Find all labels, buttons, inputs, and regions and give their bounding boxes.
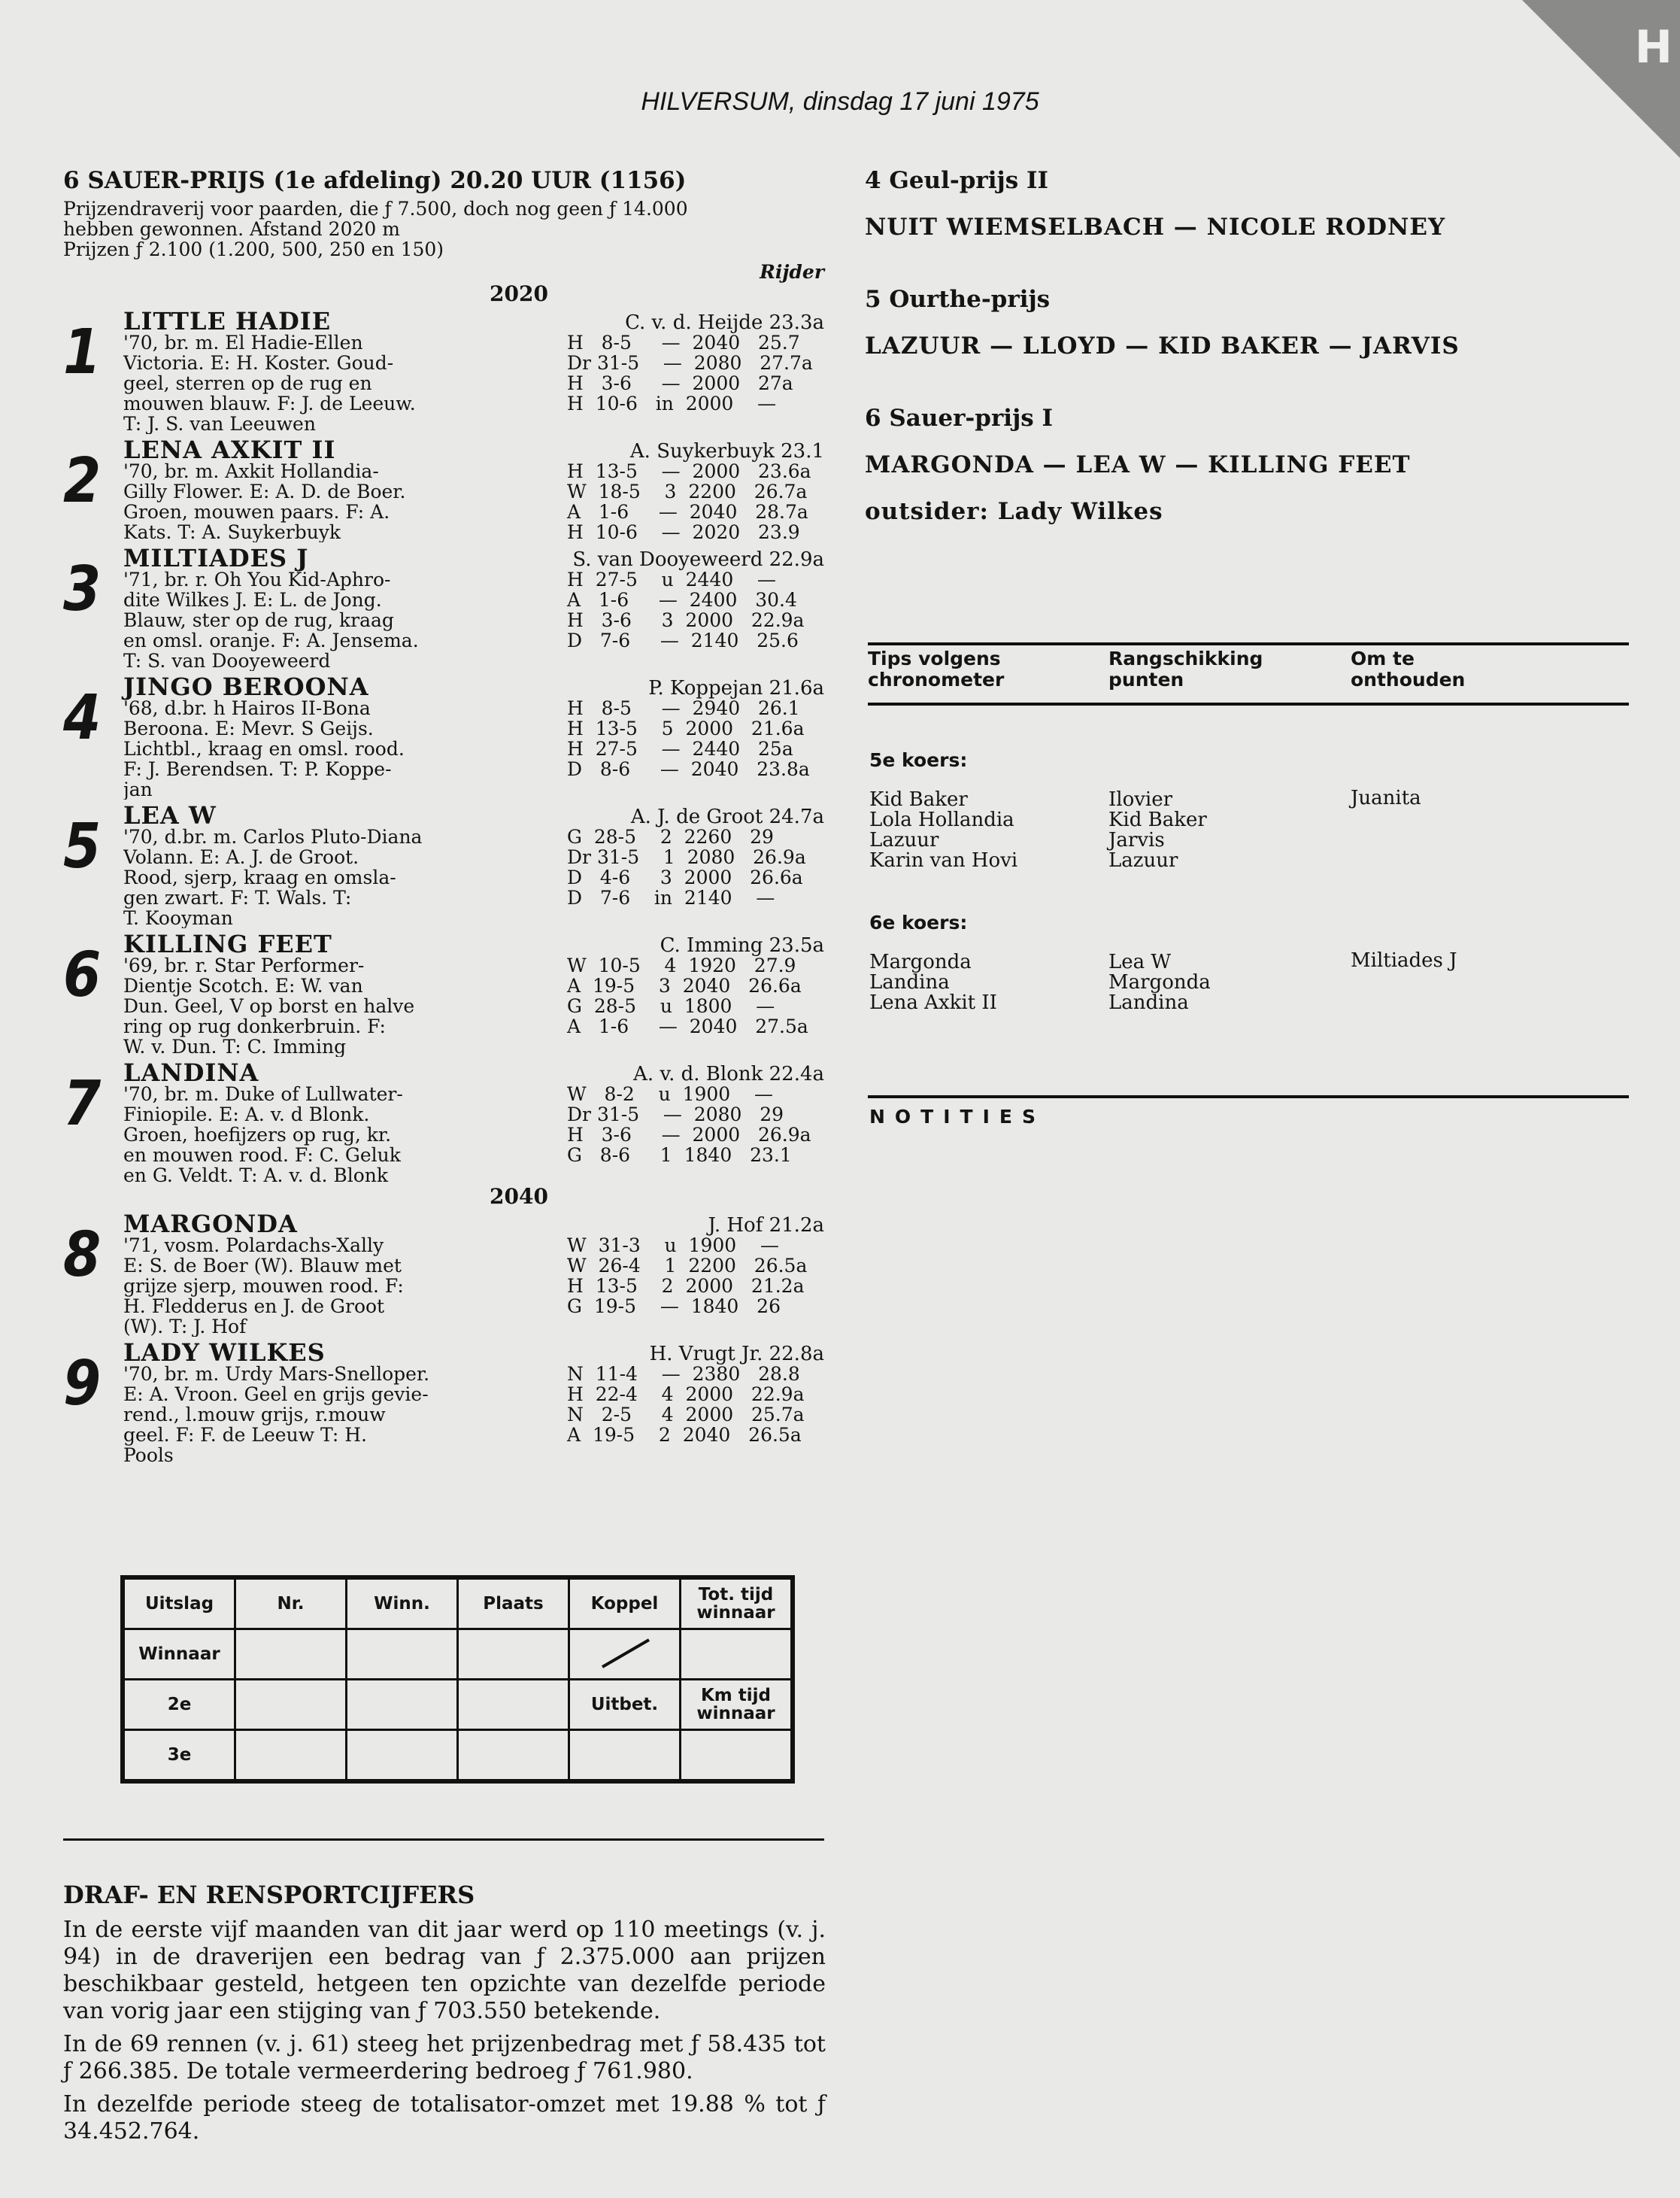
- list-item: Margonda: [1108, 971, 1211, 994]
- race-record: H 8-5 — 2040 25.7: [567, 332, 800, 354]
- condition-line: hebben gewonnen. Afstand 2020 m: [63, 218, 400, 240]
- horse-body: [123, 569, 824, 671]
- list-item: Landina: [1108, 991, 1189, 1014]
- header-cell: Plaats: [458, 1577, 569, 1629]
- race-record: H 27-5 u 2440 —: [567, 569, 777, 590]
- empty-cell: [347, 1629, 458, 1680]
- race-record: Dr 31-5 — 2080 29: [567, 1104, 784, 1125]
- horse-number: 4: [63, 682, 102, 754]
- notities-label: NOTITIES: [869, 1106, 1045, 1128]
- tip-block: [865, 286, 1629, 360]
- tip-horses: LAZUUR — LLOYD — KID BAKER — JARVIS: [865, 332, 1460, 360]
- list-item: Lazuur: [869, 829, 939, 852]
- horse-entry: [63, 307, 824, 434]
- horse-pedigree: [123, 698, 499, 800]
- race-record: G 28-5 u 1800 —: [567, 995, 775, 1017]
- horse-body: [123, 955, 824, 1057]
- horse-number: 1: [63, 317, 102, 388]
- race-record: H 13-5 5 2000 21.6a: [567, 718, 805, 739]
- pedigree-line: geel, sterren op de rug en: [123, 372, 372, 394]
- horse-name: LEA W: [123, 801, 217, 830]
- divider-line: [868, 703, 1629, 706]
- tip-title: 5 Ourthe-prijs: [865, 286, 1051, 313]
- pedigree-line: Gilly Flower. E: A. D. de Boer.: [123, 481, 406, 502]
- tip-title: 6 Sauer-prijs I: [865, 405, 1054, 432]
- horse-name: LANDINA: [123, 1058, 259, 1087]
- pedigree-line: Finiopile. E: A. v. d Blonk.: [123, 1104, 370, 1125]
- race-record: H 8-5 — 2940 26.1: [567, 697, 800, 719]
- list-item: Landina: [869, 971, 950, 994]
- pedigree-line: (W). T: J. Hof: [123, 1316, 247, 1337]
- list-item: Margonda: [869, 951, 972, 973]
- pedigree-line: Groen, hoefijzers op rug, kr.: [123, 1124, 392, 1146]
- list-item: Lazuur: [1108, 849, 1178, 872]
- pedigree-line: jan: [123, 779, 153, 800]
- horse-name-row: [123, 544, 824, 572]
- horse-body: [123, 698, 824, 800]
- result-table: [120, 1575, 795, 1784]
- race-record: D 8-6 — 2040 23.8a: [567, 758, 810, 780]
- pedigree-line: en mouwen rood. F: C. Geluk: [123, 1144, 401, 1166]
- empty-cell: [458, 1629, 569, 1680]
- pedigree-line: '70, br. m. Urdy Mars-Snelloper.: [123, 1364, 430, 1385]
- race-record: D 4-6 3 2000 26.6a: [567, 867, 803, 888]
- horse-pedigree: [123, 569, 499, 671]
- article-paragraph: In de 69 rennen (v. j. 61) steeg het prijzenbedrag met ƒ 58.435 tot ƒ 266.385. De totale vermeerdering bedroeg ƒ 761.980.: [63, 2031, 826, 2084]
- horse-entry: [63, 672, 824, 800]
- row-label: Winnaar: [123, 1629, 235, 1680]
- horse-name-row: [123, 1338, 824, 1367]
- horse-entry: [63, 544, 824, 671]
- race-record: G 8-6 1 1840 23.1: [567, 1144, 792, 1166]
- horse-name: LITTLE HADIE: [123, 307, 332, 335]
- race-record: Dr 31-5 — 2080 27.7a: [567, 352, 813, 374]
- ranking-list: [1108, 952, 1211, 1013]
- horse-body: [123, 461, 824, 542]
- race-record: W 8-2 u 1900 —: [567, 1083, 773, 1105]
- empty-cell: [235, 1730, 347, 1782]
- horse-name-row: [123, 1210, 824, 1238]
- race-record: A 19-5 3 2040 26.6a: [567, 975, 802, 997]
- race-record: W 18-5 3 2200 26.7a: [567, 481, 808, 502]
- divider-line: [868, 642, 1629, 645]
- horse-body: [123, 1235, 824, 1337]
- pedigree-line: rend., l.mouw grijs, r.mouw: [123, 1404, 386, 1425]
- pedigree-line: grijze sjerp, mouwen rood. F:: [123, 1275, 404, 1297]
- horse-entry: [63, 1210, 824, 1337]
- list-item: Jarvis: [1108, 829, 1165, 852]
- list-item: Lena Axkit II: [869, 991, 997, 1014]
- remember-list: [1351, 788, 1421, 809]
- horse-name-row: [123, 801, 824, 830]
- race-record: A 1-6 — 2040 27.5a: [567, 1016, 808, 1037]
- horse-number: 3: [63, 554, 102, 625]
- race-record: H 3-6 3 2000 22.9a: [567, 609, 805, 631]
- rijder-label: Rijder: [760, 261, 824, 283]
- horse-entry: [63, 1058, 824, 1186]
- horse-name: MILTIADES J: [123, 544, 309, 572]
- header-cell: Winn.: [347, 1577, 458, 1629]
- tips-list: [869, 790, 1017, 871]
- horse-jockey: A. Suykerbuyk 23.1: [629, 440, 824, 463]
- horse-jockey: C. Imming 23.5a: [660, 934, 824, 957]
- tip-block: [865, 405, 1629, 525]
- draf-article: [63, 1881, 826, 2151]
- header-cell: Koppel: [569, 1577, 681, 1629]
- horse-records: [567, 698, 810, 779]
- pedigree-line: mouwen blauw. F: J. de Leeuw.: [123, 393, 416, 414]
- pedigree-line: Victoria. E: H. Koster. Goud-: [123, 352, 394, 374]
- horse-body: [123, 1364, 824, 1465]
- race-record: A 1-6 — 2040 28.7a: [567, 501, 808, 523]
- empty-cell: [458, 1730, 569, 1782]
- pedigree-line: '70, br. m. El Hadie-Ellen: [123, 332, 363, 354]
- race-program-column: [63, 167, 824, 1465]
- pedigree-line: F: J. Berendsen. T: P. Koppe-: [123, 758, 392, 780]
- race-record: A 1-6 — 2400 30.4: [567, 589, 797, 611]
- pedigree-line: Groen, mouwen paars. F: A.: [123, 501, 390, 523]
- pedigree-line: Kats. T: A. Suykerbuyk: [123, 521, 341, 542]
- divider-line: [868, 1095, 1629, 1098]
- pedigree-line: Rood, sjerp, kraag en omsla-: [123, 867, 396, 888]
- slash-mark: [587, 1634, 663, 1671]
- horse-name-row: [123, 307, 824, 335]
- horse-list: [63, 307, 824, 1186]
- race-record: A 19-5 2 2040 26.5a: [567, 1424, 802, 1446]
- horse-body: [123, 827, 824, 928]
- slash-cell: [569, 1629, 681, 1680]
- list-item: Lea W: [1108, 951, 1172, 973]
- distance-label: 2020: [490, 281, 548, 306]
- condition-line: Prijzendraverij voor paarden, die ƒ 7.500, doch nog geen ƒ 14.000: [63, 198, 688, 220]
- pedigree-line: Dientje Scotch. E: W. van: [123, 975, 363, 997]
- race-record: Dr 31-5 1 2080 26.9a: [567, 846, 806, 868]
- pedigree-line: Pools: [123, 1444, 174, 1465]
- horse-body: [123, 332, 824, 434]
- race-record: H 10-6 — 2020 23.9: [567, 521, 800, 543]
- horse-records: [567, 461, 811, 542]
- list-item: Kid Baker: [869, 788, 968, 811]
- empty-cell: [569, 1730, 681, 1782]
- ranking-list: [1108, 790, 1207, 871]
- horse-jockey: P. Koppejan 21.6a: [648, 677, 824, 700]
- tips-list: [869, 952, 997, 1013]
- horse-name: LENA AXKIT II: [123, 436, 336, 464]
- horse-name-row: [123, 930, 824, 958]
- race-record: H 22-4 4 2000 22.9a: [567, 1383, 805, 1405]
- result-row: [123, 1680, 793, 1730]
- list-item: Kid Baker: [1108, 809, 1207, 831]
- uitbet-cell: Uitbet.: [569, 1680, 681, 1730]
- empty-cell: [458, 1680, 569, 1730]
- row-label: 3e: [123, 1730, 235, 1782]
- header-cell: Uitslag: [123, 1577, 235, 1629]
- article-title: DRAF- EN RENSPORTCIJFERS: [63, 1881, 475, 1909]
- horse-records: [567, 1084, 811, 1165]
- list-item: Karin van Hovi: [869, 849, 1018, 872]
- horse-name-row: [123, 436, 824, 464]
- result-row: [123, 1730, 793, 1782]
- horse-number: 6: [63, 940, 102, 1011]
- race-record: W 31-3 u 1900 —: [567, 1234, 779, 1256]
- race-record: H 13-5 — 2000 23.6a: [567, 460, 811, 482]
- horse-pedigree: [123, 827, 499, 928]
- pedigree-line: en omsl. oranje. F: A. Jensema.: [123, 630, 419, 651]
- row-label: 2e: [123, 1680, 235, 1730]
- pedigree-line: E: A. Vroon. Geel en grijs gevie-: [123, 1383, 429, 1405]
- race-record: H 3-6 — 2000 26.9a: [567, 1124, 811, 1146]
- header-cell: Nr.: [235, 1577, 347, 1629]
- page-header: HILVERSUM, dinsdag 17 juni 1975: [641, 87, 1039, 116]
- distance-label: 2040: [490, 1184, 548, 1209]
- pedigree-line: E: S. de Boer (W). Blauw met: [123, 1255, 402, 1277]
- tip-horses: MARGONDA — LEA W — KILLING FEET: [865, 451, 1411, 478]
- horse-records: [567, 827, 806, 908]
- pedigree-line: T: S. van Dooyeweerd: [123, 650, 331, 671]
- horse-jockey: C. v. d. Heijde 23.3a: [625, 311, 824, 334]
- race-record: G 19-5 — 1840 26: [567, 1295, 781, 1317]
- pedigree-line: geel. F: F. de Leeuw T: H.: [123, 1424, 367, 1446]
- horse-pedigree: [123, 461, 499, 542]
- empty-cell: [681, 1629, 793, 1680]
- list-item: Lola Hollandia: [869, 809, 1014, 831]
- race-record: H 10-6 in 2000 —: [567, 393, 777, 414]
- horse-jockey: J. Hof 21.2a: [708, 1214, 824, 1237]
- article-paragraph: In de eerste vijf maanden van dit jaar werd op 110 meetings (v. j. 94) in de draverijen een bedrag van ƒ 2.375.000 aan prijzen beschikbaar gesteld, hetgeen ten opzichte van dezelfde periode van vorig jaar een stijging van ƒ 703.550 betekende.: [63, 1917, 826, 2024]
- horse-records: [567, 955, 808, 1037]
- empty-cell: [235, 1680, 347, 1730]
- race-record: W 10-5 4 1920 27.9: [567, 955, 796, 976]
- koers-label: 6e koers:: [869, 912, 968, 934]
- outsider-line: outsider: Lady Wilkes: [865, 498, 1163, 525]
- tip-title: 4 Geul-prijs II: [865, 167, 1048, 194]
- result-row: [123, 1629, 793, 1680]
- horse-jockey: S. van Dooyeweerd 22.9a: [572, 548, 824, 571]
- horse-records: [567, 1364, 805, 1445]
- list-item: Juanita: [1351, 787, 1421, 809]
- horse-pedigree: [123, 332, 499, 434]
- divider-line: [63, 1838, 824, 1841]
- tip-block: [865, 167, 1629, 241]
- horse-entry: [63, 1338, 824, 1465]
- race-record: D 7-6 — 2140 25.6: [567, 630, 799, 651]
- pedigree-line: '70, br. m. Duke of Lullwater-: [123, 1084, 403, 1105]
- horse-pedigree: [123, 955, 499, 1057]
- pedigree-line: Beroona. E: Mevr. S Geijs.: [123, 718, 374, 739]
- horse-number: 7: [63, 1068, 102, 1140]
- pedigree-line: Dun. Geel, V op borst en halve: [123, 995, 415, 1017]
- race-record: H 13-5 2 2000 21.2a: [567, 1275, 805, 1297]
- article-paragraph: In dezelfde periode steeg de totalisator-omzet met 19.88 % tot ƒ 34.452.764.: [63, 2091, 826, 2145]
- race-record: H 27-5 — 2440 25a: [567, 738, 793, 760]
- pedigree-line: gen zwart. F: T. Wals. T:: [123, 887, 352, 909]
- empty-cell: [347, 1680, 458, 1730]
- horse-jockey: A. J. de Groot 24.7a: [630, 806, 824, 828]
- pedigree-line: Lichtbl., kraag en omsl. rood.: [123, 738, 405, 760]
- race-title: 6 SAUER-PRIJS (1e afdeling) 20.20 UUR (1156): [63, 167, 687, 194]
- horse-name: MARGONDA: [123, 1210, 298, 1238]
- race-record: H 3-6 — 2000 27a: [567, 372, 793, 394]
- race-record: W 26-4 1 2200 26.5a: [567, 1255, 808, 1277]
- remember-list: [1351, 951, 1457, 971]
- horse-entry: [63, 436, 824, 542]
- horse-body: [123, 1084, 824, 1186]
- pedigree-line: '71, vosm. Polardachs-Xally: [123, 1235, 384, 1256]
- pedigree-line: '70, d.br. m. Carlos Pluto-Diana: [123, 827, 423, 848]
- horse-number: 9: [63, 1348, 102, 1419]
- horse-name: JINGO BEROONA: [123, 672, 369, 701]
- race-record: N 2-5 4 2000 25.7a: [567, 1404, 805, 1425]
- horse-number: 5: [63, 811, 102, 882]
- tip-horses: NUIT WIEMSELBACH — NICOLE RODNEY: [865, 214, 1446, 241]
- horse-records: [567, 1235, 807, 1316]
- empty-cell: [681, 1730, 793, 1782]
- koers-label: 5e koers:: [869, 749, 968, 771]
- column-header: Om te onthouden: [1351, 648, 1466, 691]
- horse-name-row: [123, 672, 824, 701]
- horse-list: [63, 1210, 824, 1465]
- column-header: Rangschikking punten: [1108, 648, 1263, 691]
- column-header: Tips volgens chronometer: [868, 648, 1005, 691]
- pedigree-line: ring op rug donkerbruin. F:: [123, 1016, 386, 1037]
- horse-pedigree: [123, 1235, 499, 1337]
- horse-records: [567, 569, 804, 651]
- horse-number: 2: [63, 445, 102, 517]
- pedigree-line: '71, br. r. Oh You Kid-Aphro-: [123, 569, 391, 590]
- horse-name: LADY WILKES: [123, 1338, 326, 1367]
- km-tijd-cell: Km tijd winnaar: [681, 1680, 793, 1730]
- corner-letter: H: [1634, 21, 1672, 74]
- horse-jockey: A. v. d. Blonk 22.4a: [633, 1063, 824, 1085]
- pedigree-line: W. v. Dun. T: C. Imming: [123, 1036, 347, 1057]
- list-item: Ilovier: [1108, 788, 1173, 811]
- pedigree-line: '70, br. m. Axkit Hollandia-: [123, 461, 379, 482]
- pedigree-line: en G. Veldt. T: A. v. d. Blonk: [123, 1164, 389, 1186]
- race-record: G 28-5 2 2260 29: [567, 826, 774, 848]
- horse-name: KILLING FEET: [123, 930, 332, 958]
- pedigree-line: Volann. E: A. J. de Groot.: [123, 846, 359, 868]
- horse-jockey: H. Vrugt Jr. 22.8a: [649, 1343, 824, 1365]
- horse-records: [567, 332, 813, 414]
- horse-entry: [63, 801, 824, 928]
- result-header-row: [123, 1577, 793, 1629]
- race-record: N 11-4 — 2380 28.8: [567, 1363, 800, 1385]
- pedigree-line: Blauw, ster op de rug, kraag: [123, 609, 394, 631]
- horse-name-row: [123, 1058, 824, 1087]
- horse-number: 8: [63, 1219, 102, 1291]
- pedigree-line: dite Wilkes J. E: L. de Jong.: [123, 589, 382, 611]
- tips-column: [865, 167, 1629, 551]
- condition-line: Prijzen ƒ 2.100 (1.200, 500, 250 en 150): [63, 238, 444, 260]
- empty-cell: [235, 1629, 347, 1680]
- pedigree-line: '69, br. r. Star Performer-: [123, 955, 365, 976]
- pedigree-line: T: J. S. van Leeuwen: [123, 413, 316, 434]
- pedigree-line: T. Kooyman: [123, 907, 233, 928]
- race-conditions: [63, 199, 824, 260]
- header-cell: Tot. tijd winnaar: [681, 1577, 793, 1629]
- horse-pedigree: [123, 1364, 499, 1465]
- pedigree-line: H. Fledderus en J. de Groot: [123, 1295, 385, 1317]
- race-record: D 7-6 in 2140 —: [567, 887, 775, 909]
- horse-pedigree: [123, 1084, 499, 1186]
- horse-entry: [63, 930, 824, 1057]
- empty-cell: [347, 1730, 458, 1782]
- pedigree-line: '68, d.br. h Hairos II-Bona: [123, 698, 371, 719]
- list-item: Miltiades J: [1351, 949, 1457, 972]
